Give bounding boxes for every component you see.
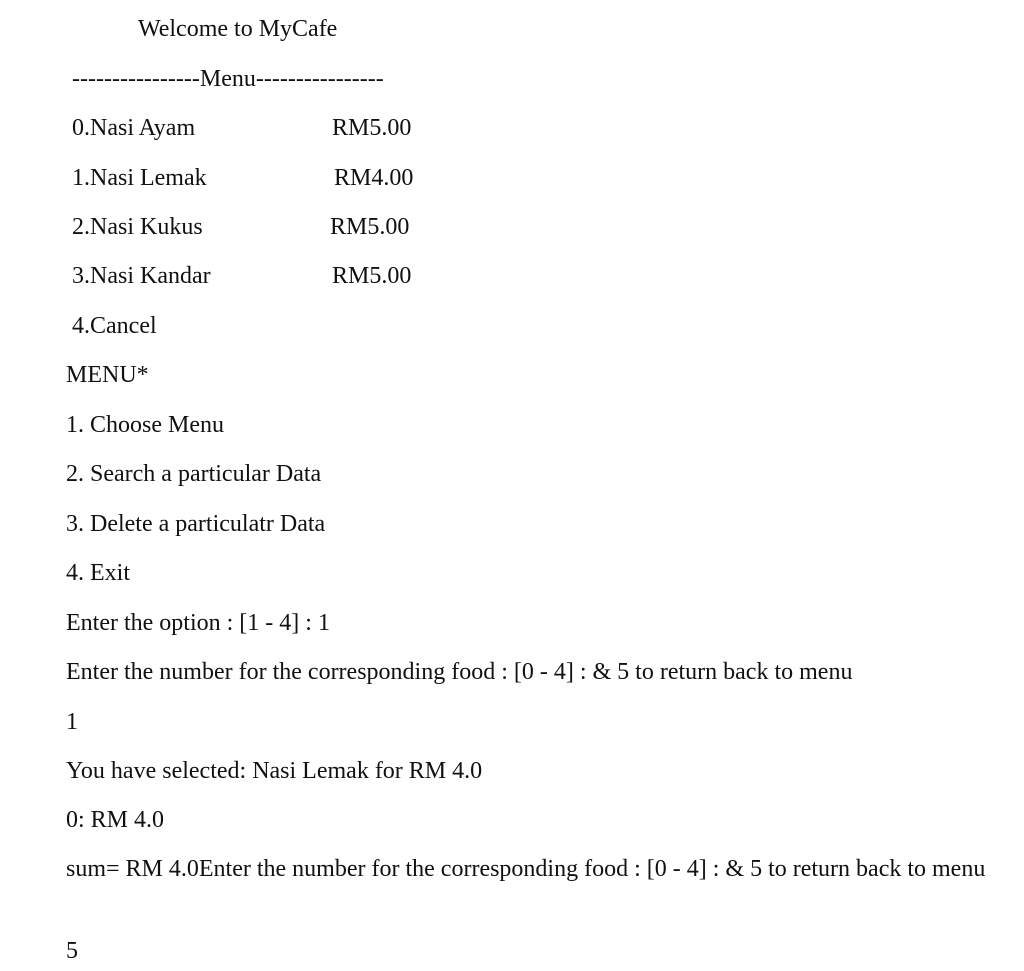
selection-confirmation: You have selected: Nasi Lemak for RM 4.0: [66, 758, 483, 784]
food-item-price: RM5.00: [332, 263, 412, 289]
food-item-label: 3.Nasi Kandar: [72, 263, 211, 289]
food-item-label: 2.Nasi Kukus: [72, 214, 203, 240]
main-menu-option: 1. Choose Menu: [66, 412, 224, 438]
option-prompt: Enter the option : [1 - 4] : 1: [66, 610, 330, 636]
menu-divider: ----------------Menu----------------: [72, 66, 384, 92]
main-menu-title: MENU*: [66, 362, 149, 388]
welcome-title: Welcome to MyCafe: [138, 16, 338, 42]
food-item-label: 0.Nasi Ayam: [72, 115, 196, 141]
food-item-price: RM5.00: [330, 214, 410, 240]
food-item-label: 1.Nasi Lemak: [72, 165, 207, 191]
main-menu-option: 4. Exit: [66, 560, 130, 586]
sum-line: sum= RM 4.0Enter the number for the corresponding food : [0 - 4] : & 5 to return back to menu: [66, 856, 986, 882]
food-prompt: Enter the number for the corresponding food : [0 - 4] : & 5 to return back to menu: [66, 659, 853, 685]
main-menu-option: 2. Search a particular Data: [66, 461, 322, 487]
food-item-price: RM4.00: [334, 165, 414, 191]
user-input: 1: [66, 709, 78, 735]
user-input: 5: [66, 938, 78, 964]
main-menu-option: 3. Delete a particulatr Data: [66, 511, 326, 537]
food-cancel-option: 4.Cancel: [72, 313, 157, 339]
food-item-price: RM5.00: [332, 115, 412, 141]
order-line: 0: RM 4.0: [66, 807, 165, 833]
